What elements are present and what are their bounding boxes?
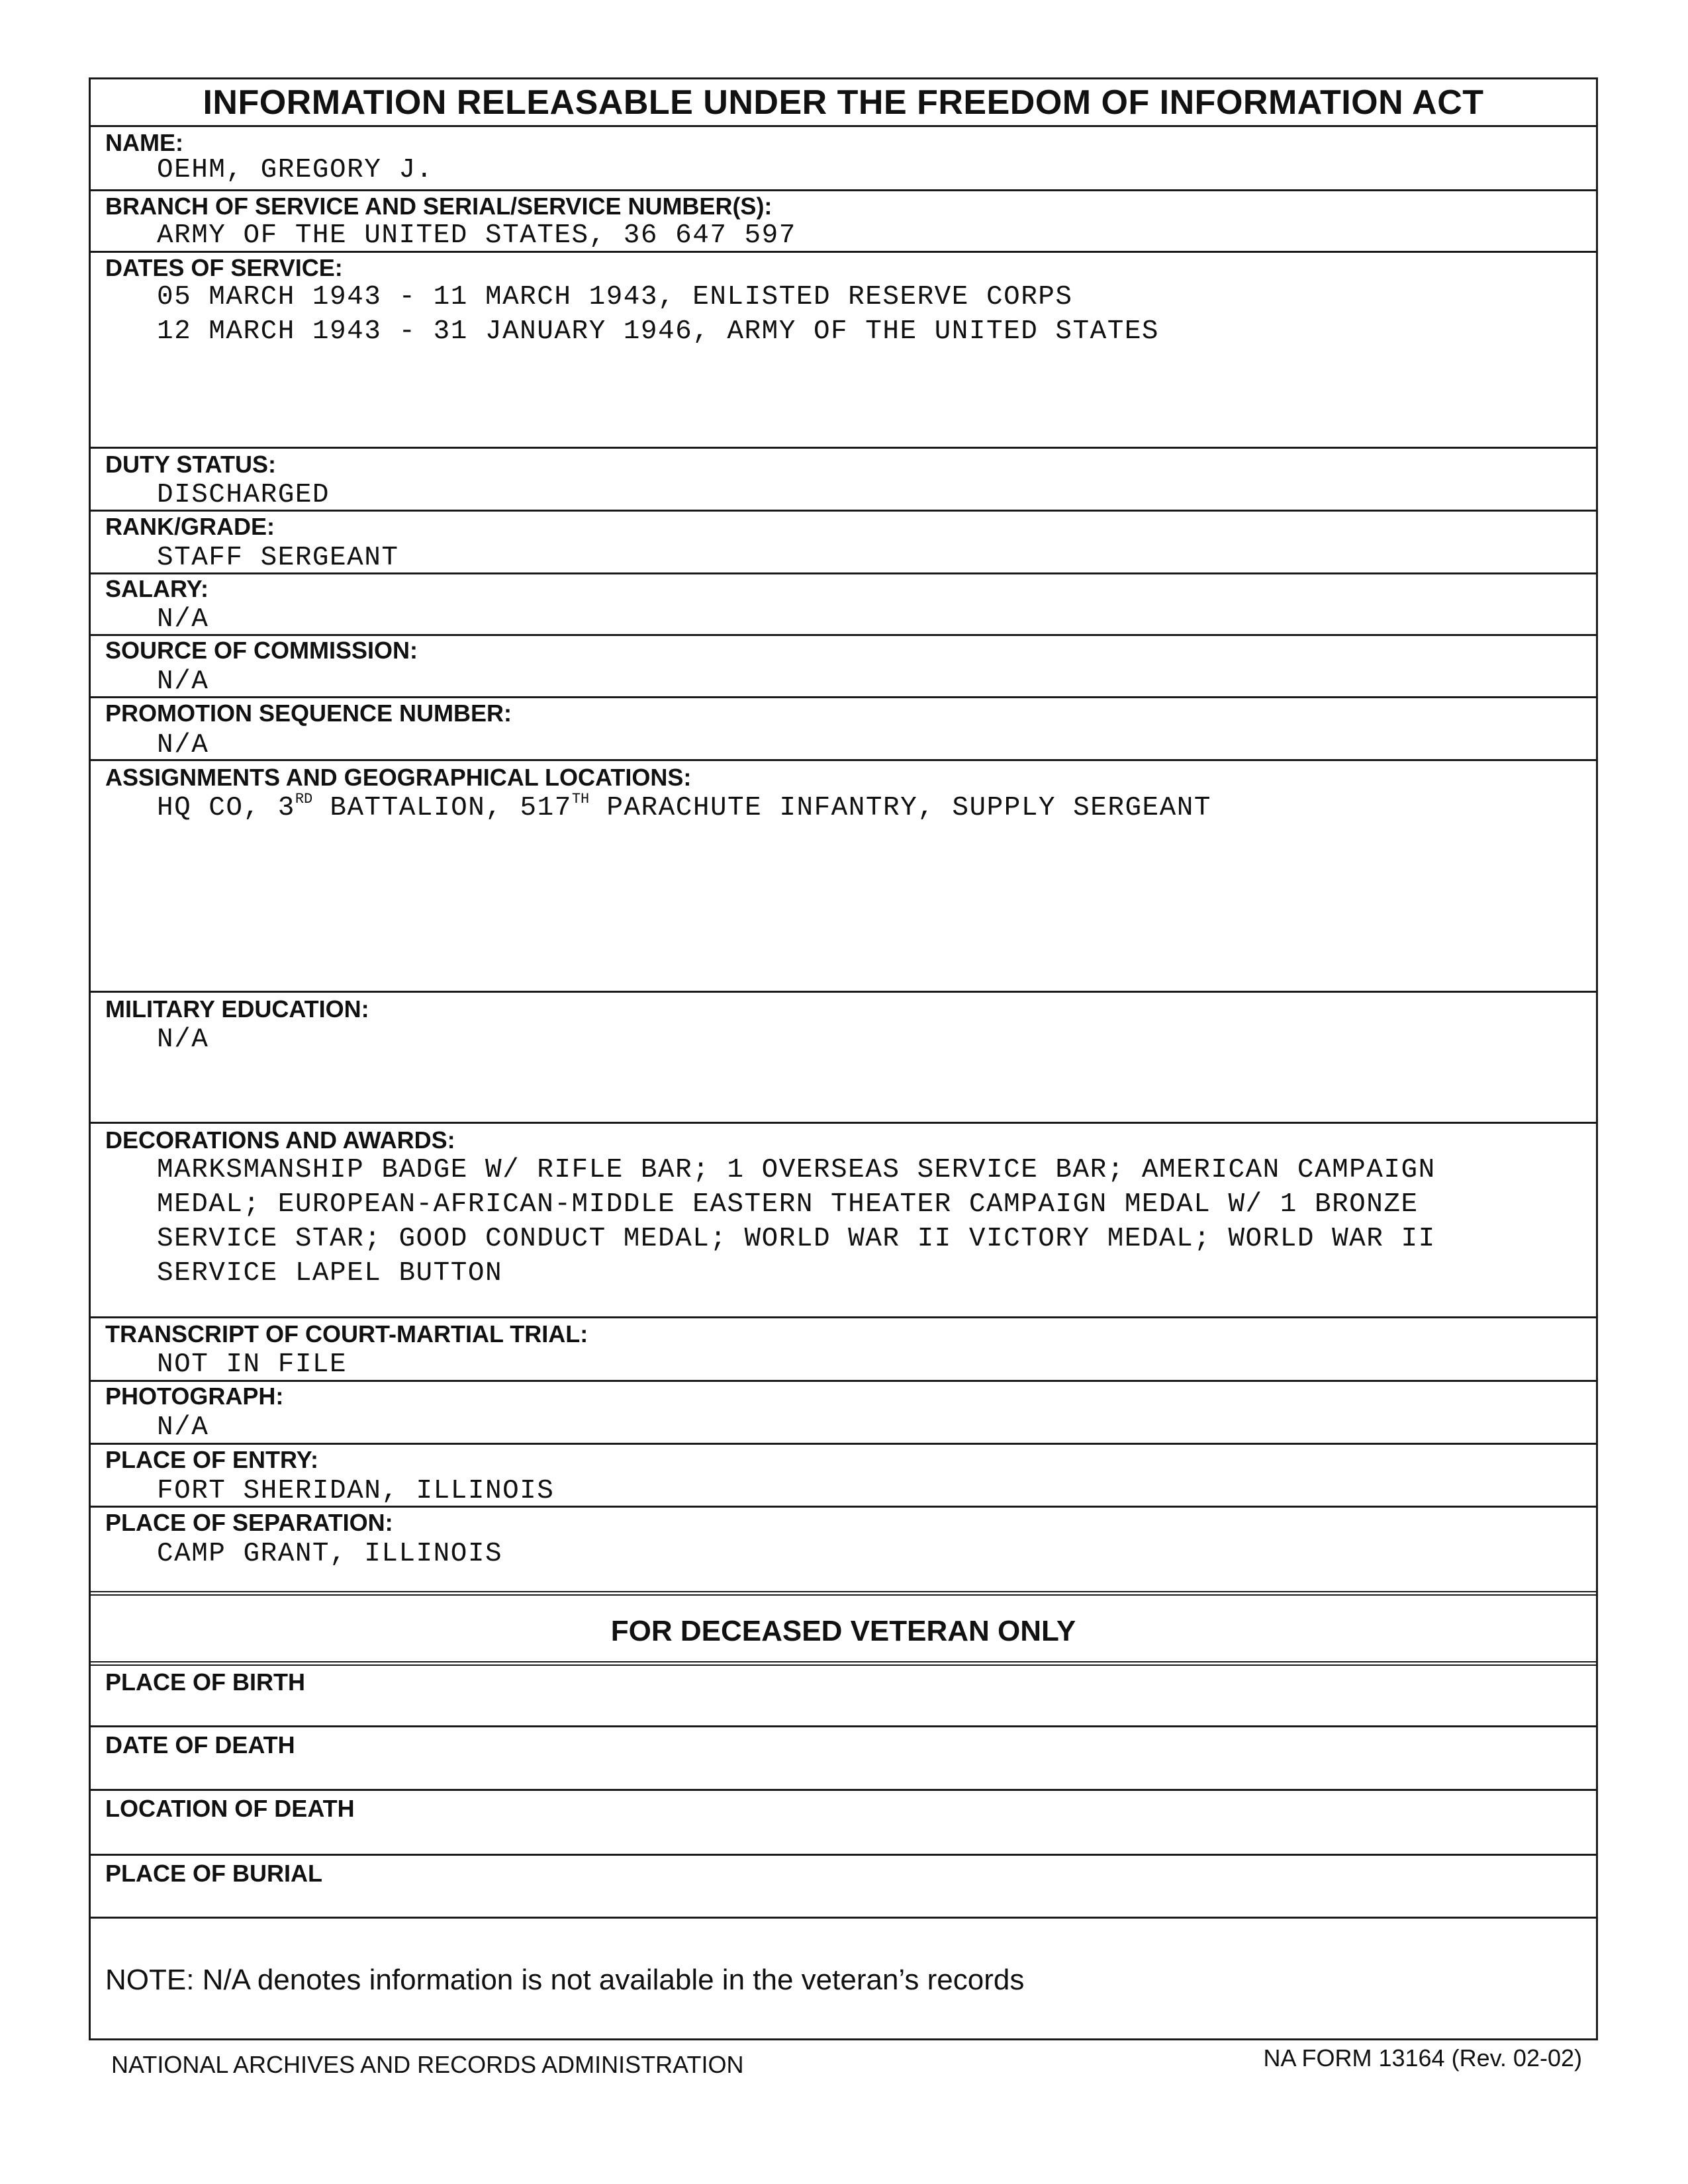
- divider: [91, 1506, 1596, 1508]
- divider: [91, 634, 1596, 636]
- deceased-veteran-heading: FOR DECEASED VETERAN ONLY: [610, 1615, 1076, 1647]
- double-divider: [91, 1661, 1596, 1666]
- divider: [91, 1443, 1596, 1445]
- photograph-label: PHOTOGRAPH:: [105, 1383, 284, 1410]
- salary-value: N/A: [157, 604, 209, 635]
- dates-of-service-label: DATES OF SERVICE:: [105, 254, 343, 281]
- photograph-value: N/A: [157, 1412, 209, 1443]
- source-of-commission-value: N/A: [157, 666, 209, 697]
- divider: [91, 1917, 1596, 1919]
- military-education-value: N/A: [157, 1024, 209, 1055]
- divider: [91, 1854, 1596, 1856]
- place-of-separation-label: PLACE OF SEPARATION:: [105, 1509, 393, 1536]
- rank-label: RANK/GRADE:: [105, 513, 275, 540]
- divider: [91, 572, 1596, 574]
- court-martial-value: NOT IN FILE: [157, 1349, 348, 1380]
- location-of-death-label: LOCATION OF DEATH: [105, 1795, 355, 1822]
- source-of-commission-label: SOURCE OF COMMISSION:: [105, 637, 418, 664]
- date-of-death-label: DATE OF DEATH: [105, 1731, 295, 1758]
- military-education-label: MILITARY EDUCATION:: [105, 995, 369, 1023]
- form-number: NA FORM 13164 (Rev. 02-02): [1263, 2044, 1582, 2071]
- divider: [91, 1122, 1596, 1124]
- place-of-birth-label: PLACE OF BIRTH: [105, 1668, 305, 1696]
- dates-of-service-line-2: 12 MARCH 1943 - 31 JANUARY 1946, ARMY OF THE UNITED STATES: [157, 316, 1160, 347]
- duty-status-value: DISCHARGED: [157, 480, 330, 510]
- name-value: OEHM, GREGORY J.: [157, 155, 434, 185]
- dates-of-service-line-1: 05 MARCH 1943 - 11 MARCH 1943, ENLISTED RESERVE CORPS: [157, 282, 1073, 312]
- salary-label: SALARY:: [105, 575, 209, 602]
- place-of-burial-label: PLACE OF BURIAL: [105, 1860, 322, 1887]
- branch-label: BRANCH OF SERVICE AND SERIAL/SERVICE NUMBER(S):: [105, 193, 773, 220]
- superscript-th: TH: [571, 791, 590, 807]
- divider: [91, 759, 1596, 761]
- divider: [91, 251, 1596, 253]
- branch-value: ARMY OF THE UNITED STATES, 36 647 597: [157, 220, 796, 251]
- rank-value: STAFF SERGEANT: [157, 543, 399, 573]
- double-divider: [91, 1591, 1596, 1596]
- na-note: NOTE: N/A denotes information is not available in the veteran’s records: [105, 1964, 1025, 1996]
- divider: [91, 125, 1596, 127]
- promotion-sequence-label: PROMOTION SEQUENCE NUMBER:: [105, 700, 512, 727]
- divider: [91, 189, 1596, 191]
- assignments-value: HQ CO, 3RD BATTALION, 517TH PARACHUTE INFANTRY, SUPPLY SERGEANT: [157, 791, 1211, 823]
- divider: [91, 447, 1596, 449]
- decorations-line-1: MARKSMANSHIP BADGE W/ RIFLE BAR; 1 OVERSEAS SERVICE BAR; AMERICAN CAMPAIGN: [157, 1155, 1436, 1185]
- court-martial-label: TRANSCRIPT OF COURT-MARTIAL TRIAL:: [105, 1320, 588, 1347]
- place-of-entry-label: PLACE OF ENTRY:: [105, 1446, 318, 1473]
- divider: [91, 696, 1596, 698]
- divider: [91, 991, 1596, 993]
- divider: [91, 1725, 1596, 1727]
- superscript-rd: RD: [295, 791, 313, 807]
- promotion-sequence-value: N/A: [157, 730, 209, 760]
- duty-status-label: DUTY STATUS:: [105, 451, 276, 478]
- decorations-line-3: SERVICE STAR; GOOD CONDUCT MEDAL; WORLD WAR II VICTORY MEDAL; WORLD WAR II: [157, 1224, 1436, 1254]
- foia-release-form: [89, 77, 1598, 2040]
- agency-name: NATIONAL ARCHIVES AND RECORDS ADMINISTRATION: [111, 2051, 744, 2078]
- decorations-line-2: MEDAL; EUROPEAN-AFRICAN-MIDDLE EASTERN THEATER CAMPAIGN MEDAL W/ 1 BRONZE: [157, 1189, 1419, 1220]
- divider: [91, 510, 1596, 512]
- decorations-line-4: SERVICE LAPEL BUTTON: [157, 1258, 503, 1289]
- divider: [91, 1789, 1596, 1791]
- assignments-label: ASSIGNMENTS AND GEOGRAPHICAL LOCATIONS:: [105, 764, 692, 791]
- form-title: INFORMATION RELEASABLE UNDER THE FREEDOM OF INFORMATION ACT: [203, 83, 1484, 122]
- divider: [91, 1316, 1596, 1318]
- place-of-entry-value: FORT SHERIDAN, ILLINOIS: [157, 1476, 555, 1506]
- name-label: NAME:: [105, 129, 183, 156]
- place-of-separation-value: CAMP GRANT, ILLINOIS: [157, 1539, 503, 1569]
- decorations-label: DECORATIONS AND AWARDS:: [105, 1126, 455, 1154]
- divider: [91, 1380, 1596, 1382]
